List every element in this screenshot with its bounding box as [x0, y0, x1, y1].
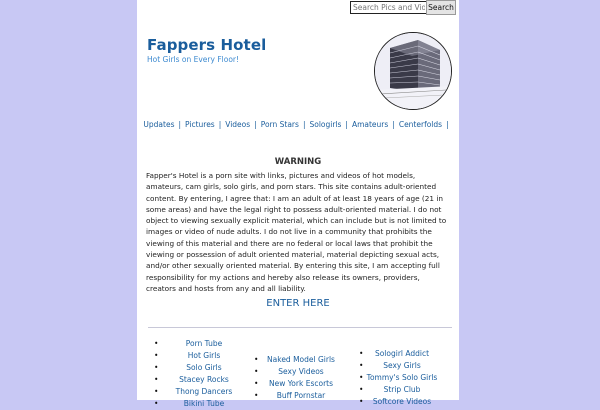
nav-amateurs[interactable]: Amateurs — [351, 120, 389, 129]
hotel-building-logo[interactable] — [374, 32, 452, 110]
link-strip-club[interactable]: Strip Club — [383, 385, 421, 394]
link-list-col2 — [257, 354, 345, 402]
link-sologirl-addict[interactable]: Sologirl Addict — [374, 349, 430, 358]
link-naked-model-girls[interactable]: Naked Model Girls — [267, 355, 335, 364]
search-bar — [137, 0, 459, 18]
list-item — [257, 354, 345, 366]
search-button[interactable]: Search — [426, 0, 456, 15]
link-hot-girls[interactable]: Hot Girls — [187, 351, 221, 360]
site-header — [137, 17, 459, 112]
list-item — [159, 386, 249, 398]
list-item — [257, 378, 345, 390]
main-nav: Updates | Pictures | Videos | Porn Stars | Sologirls | Amateurs | Centerfolds | — [143, 120, 449, 129]
link-tommys-solo-girls[interactable]: Tommy's Solo Girls — [366, 373, 438, 382]
list-item — [159, 374, 249, 386]
search-input[interactable] — [350, 1, 428, 14]
link-sexy-videos[interactable]: Sexy Videos — [278, 367, 324, 376]
list-item — [362, 384, 442, 396]
list-item — [362, 372, 442, 384]
list-item — [159, 338, 249, 350]
page-container — [137, 0, 459, 408]
warning-text: Fapper's Hotel is a porn site with links, pictures and videos of hot models, amateurs, cam girls, solo girls, and porn stars. This site contains adult-oriented content. By entering, I agree that: I am an adult of at least 18 years of age (21 in some areas) and have the legal right to possess adult-oriented material. I do not object to viewing sexually explicit material, which can include but is not limited to images or video of nude adults. I do not live in a community that prohibits the viewing of this material and there are no federal or local laws that prohibit the viewing or possession of adult oriented material, material depicting sexual acts, and/or other sexually oriented material. By entering this site, I am accepting full responsibility for my actions and hereby also release its owners, providers, creators and hosts from any and all liability. — [146, 171, 447, 293]
nav-videos[interactable]: Videos — [225, 120, 251, 129]
link-list-col1 — [159, 338, 249, 410]
nav-updates[interactable]: Updates — [143, 120, 175, 129]
list-item — [362, 396, 442, 408]
link-list-col3 — [362, 348, 442, 408]
warning-heading: WARNING — [274, 157, 322, 167]
nav-centerfolds[interactable]: Centerfolds — [398, 120, 443, 129]
link-softcore-videos[interactable]: Softcore Videos — [372, 397, 432, 406]
list-item — [257, 390, 345, 402]
link-solo-girls[interactable]: Solo Girls — [186, 363, 222, 372]
link-new-york-escorts[interactable]: New York Escorts — [268, 379, 334, 388]
link-buff-pornstar[interactable]: Buff Pornstar — [276, 391, 326, 400]
site-tagline: Hot Girls on Every Floor! — [147, 55, 239, 64]
link-sexy-girls[interactable]: Sexy Girls — [383, 361, 421, 370]
list-item — [159, 350, 249, 362]
list-item — [159, 362, 249, 374]
site-title[interactable]: Fappers Hotel — [147, 36, 267, 54]
list-item — [362, 348, 442, 360]
link-thong-dancers[interactable]: Thong Dancers — [175, 387, 233, 396]
link-stacey-rocks[interactable]: Stacey Rocks — [179, 375, 229, 384]
list-item — [257, 366, 345, 378]
list-item — [159, 398, 249, 410]
divider — [148, 327, 452, 328]
list-item — [362, 360, 442, 372]
nav-sologirls[interactable]: Sologirls — [309, 120, 342, 129]
link-bikini-tube[interactable]: Bikini Tube — [183, 399, 225, 408]
nav-porn-stars[interactable]: Porn Stars — [260, 120, 299, 129]
link-porn-tube[interactable]: Porn Tube — [185, 339, 223, 348]
nav-pictures[interactable]: Pictures — [185, 120, 215, 129]
enter-here-link[interactable]: ENTER HERE — [266, 298, 330, 309]
